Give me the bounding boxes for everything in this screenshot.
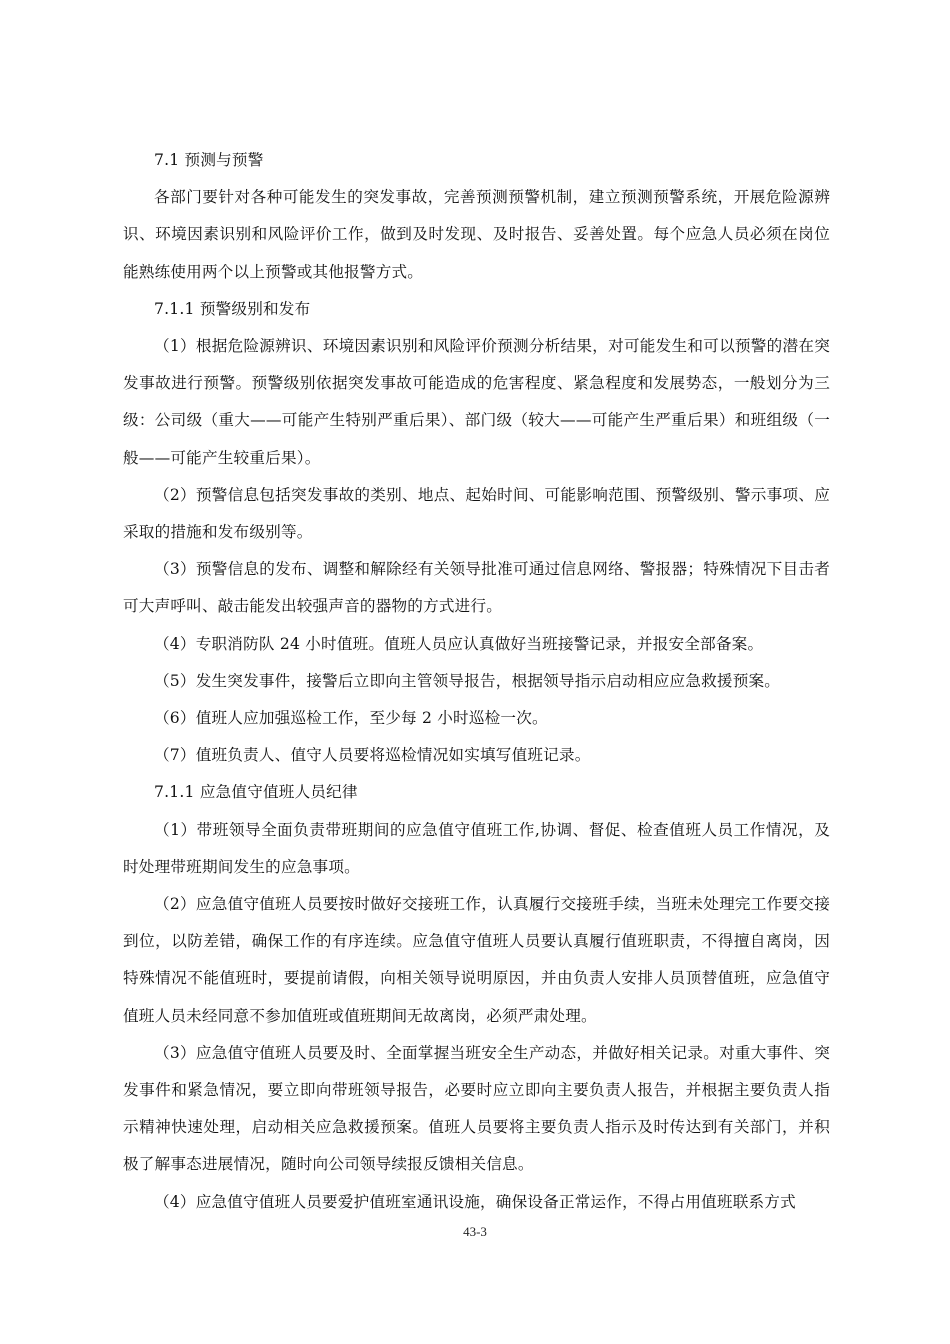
section-heading-7-1-1-warning: 7.1.1 预警级别和发布	[154, 299, 311, 318]
paragraph-discipline-4: （4）应急值守值班人员要爱护值班室通讯设施，确保设备正常运作，不得占用值班联系方式	[154, 1192, 796, 1211]
paragraph-discipline-3: （3）应急值守值班人员要及时、全面掌握当班安全生产动态，并做好相关记录。对重大事件、突发事件和紧急情况，要立即向带班领导报告，必要时应立即向主要负责人报告，并根据主要负责人指示精神快速处理，启动相关应急救援预案。值班人员要将主要负责人指示及时传达到有关部门，并积极了解事态进展情况，随时向公司领导续报反馈相关信息。	[123, 1043, 830, 1174]
paragraph-intro: 各部门要针对各种可能发生的突发事故，完善预测预警机制，建立预测预警系统，开展危险源辨识、环境因素识别和风险评价工作，做到及时发现、及时报告、妥善处置。每个应急人员必须在岗位能熟练使用两个以上预警或其他报警方式。	[123, 188, 830, 281]
paragraph-warning-2: （2）预警信息包括突发事故的类别、地点、起始时间、可能影响范围、预警级别、警示事项、应采取的措施和发布级别等。	[123, 485, 830, 542]
paragraph-discipline-1: （1）带班领导全面负责带班期间的应急值守值班工作,协调、督促、检查值班人员工作情况，及时处理带班期间发生的应急事项。	[123, 820, 830, 876]
paragraph-warning-3: （3）预警信息的发布、调整和解除经有关领导批准可通过信息网络、警报器；特殊情况下目击者可大声呼叫、敲击能发出较强声音的器物的方式进行。	[123, 560, 830, 616]
section-heading-7-1-1-discipline: 7.1.1 应急值守值班人员纪律	[154, 783, 358, 802]
page-number: 43-3	[463, 1224, 487, 1239]
paragraph-warning-7: （7）值班负责人、值守人员要将巡检情况如实填写值班记录。	[154, 746, 591, 765]
document-body	[123, 142, 830, 1221]
section-heading-7-1: 7.1 预测与预警	[154, 151, 264, 169]
paragraph-warning-6: （6）值班人应加强巡检工作，至少每 2 小时巡检一次。	[154, 709, 548, 728]
paragraph-discipline-2: （2）应急值守值班人员要按时做好交接班工作，认真履行交接班手续，当班未处理完工作要交接到位，以防差错，确保工作的有序连续。应急值守值班人员要认真履行值班职责，不得擅自离岗，因特殊情况不能值班时，要提前请假，向相关领导说明原因，并由负责人安排人员顶替值班，应急值守值班人员未经同意不参加值班或值班期间无故离岗，必须严肃处理。	[123, 895, 830, 1025]
paragraph-warning-1: （1）根据危险源辨识、环境因素识别和风险评价预测分析结果，对可能发生和可以预警的潜在突发事故进行预警。预警级别依据突发事故可能造成的危害程度、紧急程度和发展势态，一般划分为三级：公司级（重大——可能产生特别严重后果）、部门级（较大——可能产生严重后果）和班组级（一般——可能产生较重后果）。	[123, 337, 830, 467]
paragraph-warning-5: （5）发生突发事件，接警后立即向主管领导报告，根据领导指示启动相应应急救援预案。	[154, 671, 781, 690]
paragraph-warning-4: （4）专职消防队 24 小时值班。值班人员应认真做好当班接警记录，并报安全部备案。	[154, 634, 764, 653]
